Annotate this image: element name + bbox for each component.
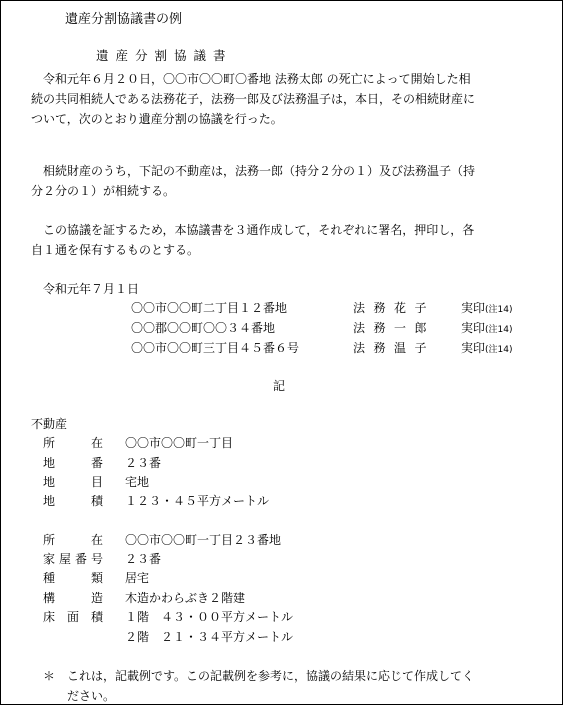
land-value: 〇〇市〇〇町一丁目 [125, 436, 234, 450]
paragraph-line: この協議を証するため，本協議書を３通作成して，それぞれに署名，押印し，各 [43, 223, 475, 237]
signatory-name: 法務温子 [353, 341, 436, 355]
signatory-seal [461, 319, 513, 336]
paragraph-inheritance [31, 161, 531, 201]
paragraph-line: 続の共同相続人である法務花子，法務一郎及び法務温子は，本日，その相続財産に [31, 92, 476, 106]
ki-marker: 記 [273, 379, 286, 393]
building-label: 構造 [43, 591, 103, 605]
agreement-date: 令和元年７月１日 [43, 282, 140, 296]
land-value: １２３・４５平方メートル [125, 494, 270, 508]
building-row [1, 589, 563, 609]
signatory-address: 〇〇市〇〇町三丁目４５番６号 [131, 341, 300, 355]
paragraph-line: 自１通を保有するものとする。 [31, 243, 200, 257]
seal-label: 実印 [461, 301, 486, 315]
building-row [1, 628, 563, 648]
building-value: １階 ４３・００平方メートル [125, 610, 294, 624]
land-row [1, 492, 563, 512]
signatory-seal [461, 339, 513, 356]
seal-label: 実印 [461, 321, 486, 335]
signatory-row [1, 319, 563, 339]
land-label: 地積 [43, 494, 103, 508]
land-row [1, 473, 563, 493]
land-row [1, 434, 563, 454]
building-label: 所在 [43, 533, 103, 547]
signatory-row [1, 299, 563, 319]
land-value: 宅地 [125, 475, 150, 489]
paragraph-line: ついて，次のとおり遺産分割の協議を行った。 [31, 112, 283, 126]
building-row [1, 608, 563, 628]
seal-note: (注14) [485, 305, 513, 315]
building-label: 床面積 [43, 610, 103, 624]
paragraph-line: 分２分の１）が相続する。 [31, 184, 176, 198]
paragraph-certification [31, 220, 531, 260]
agreement-heading: 遺産分割協議書 [96, 48, 233, 63]
land-label: 地番 [43, 456, 103, 470]
building-value: 居宅 [125, 571, 150, 585]
land-label: 所在 [43, 436, 103, 450]
footnote [43, 666, 533, 706]
seal-note: (注14) [485, 345, 513, 355]
document-title: 遺産分割協議書の例 [65, 12, 183, 27]
building-value: 〇〇市〇〇町一丁目２３番地 [125, 533, 282, 547]
building-value: 木造かわらぶき２階建 [125, 591, 246, 605]
land-value: ２３番 [125, 456, 162, 470]
building-label: 種類 [43, 571, 103, 585]
footnote-line: ＊ これは，記載例です。この記載例を参考に，協議の結果に応じて作成してく [43, 669, 475, 683]
building-row [1, 531, 563, 551]
paragraph-line: 令和元年６月２０日，〇〇市〇〇町〇番地 法務太郎 の死亡によって開始した相 [43, 72, 471, 86]
paragraph-intro [31, 69, 531, 129]
building-value: ２階 ２１・３４平方メートル [125, 630, 294, 644]
signatory-row [1, 339, 563, 359]
paragraph-line: 相続財産のうち，下記の不動産は，法務一郎（持分２分の１）及び法務温子（持 [43, 164, 476, 178]
seal-label: 実印 [461, 341, 486, 355]
building-value: ２３番 [125, 552, 162, 566]
building-row [1, 569, 563, 589]
signatory-seal [461, 299, 513, 316]
building-row [1, 550, 563, 570]
footnote-line: ださい。 [43, 689, 116, 703]
land-label: 地目 [43, 475, 103, 489]
signatory-address: 〇〇郡〇〇町〇〇３４番地 [131, 321, 276, 335]
land-row [1, 454, 563, 474]
signatory-name: 法務一郎 [353, 321, 436, 335]
property-title: 不動産 [31, 417, 68, 431]
signatory-address: 〇〇市〇〇町二丁目１２番地 [131, 301, 288, 315]
signatory-name: 法務花子 [353, 301, 436, 315]
building-label: 家屋番号 [43, 552, 103, 566]
seal-note: (注14) [485, 325, 513, 335]
